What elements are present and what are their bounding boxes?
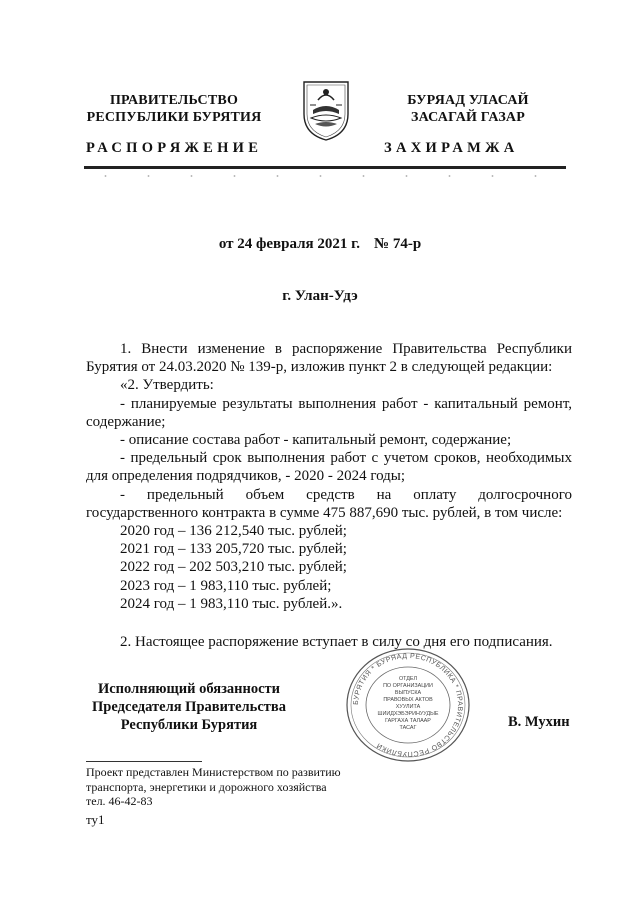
document-number: № 74-р	[374, 236, 422, 252]
year-2021-line: 2021 год – 133 205,720 тыс. рублей;	[120, 541, 347, 558]
year-2024-line: 2024 год – 1 983,110 тыс. рублей.».	[120, 595, 343, 612]
header-left-line1: ПРАВИТЕЛЬСТВО	[109, 93, 239, 108]
paragraph-4: - описание состава работ - капитальный ремонт, содержание;	[120, 432, 512, 449]
stamp-line8: ТАСАГ	[399, 725, 417, 731]
document-city: г. Улан-Удэ	[282, 288, 358, 304]
stamp-line5: ХУУЛИТА	[395, 704, 421, 710]
header-dotted-divider	[84, 174, 566, 178]
footnote-line1: Проект представлен Министерством по развитию	[86, 765, 341, 779]
document-body	[86, 340, 572, 651]
stamp-ring-text: БУРЯТИЯ * БУРЯАД РЕСПУБЛИКА * ПРАВИТЕЛЬСТВО РЕСПУБЛИКИ	[352, 652, 464, 758]
coat-of-arms-icon	[300, 78, 352, 142]
paragraph-7: 2. Настоящее распоряжение вступает в силу со дня его подписания.	[120, 634, 553, 651]
signatory-title-line1: Исполняющий обязанности	[97, 681, 281, 697]
stamp-line4: ПРАВОВЫХ АКТОВ	[383, 697, 433, 703]
signatory-title-line3: Республики Бурятия	[120, 717, 258, 733]
footnote-line2: транспорта, энергетики и дорожного хозяйства	[86, 779, 327, 794]
header-right-line1: БУРЯАД УЛАСАЙ	[407, 93, 529, 108]
official-seal-icon	[344, 646, 472, 764]
doc-type-left: РАСПОРЯЖЕНИЕ	[86, 140, 263, 156]
header-divider	[84, 166, 566, 169]
paragraph-1: 1. Внести изменение в распоряжение Правительства Республики Бурятия от 24.03.2020 № 139-р, изложив пункт 2 в следующей редакции:	[86, 341, 572, 376]
signer-name: В. Мухин	[508, 714, 570, 730]
year-2020-line: 2020 год – 136 212,540 тыс. рублей;	[120, 523, 347, 540]
stamp-line7: ГАРГАХА ТАЛААР	[385, 718, 431, 724]
date-number-line	[0, 236, 640, 253]
footnote-divider	[86, 761, 202, 762]
document-date: от 24 февраля 2021 г.	[218, 236, 360, 252]
stamp-line6: ШИИДХЭБЭРИНУУДЫЕ	[377, 711, 439, 717]
stamp-line3: ВЫПУСКА	[394, 690, 422, 696]
paragraph-3: - планируемые результаты выполнения работ - капитальный ремонт, содержание;	[86, 395, 572, 430]
signatory-title	[84, 680, 294, 734]
doc-type-right: ЗАХИРАМЖА	[384, 140, 519, 156]
header-right-line2: ЗАСАГАЙ ГАЗАР	[410, 110, 525, 125]
document-code: ту1	[86, 812, 105, 827]
paragraph-6: - предельный объем средств на оплату долгосрочного государственного контракта в сумме 475 887,690 тыс. рублей, в том числе:	[86, 486, 572, 521]
header-right	[378, 92, 558, 126]
stamp-line2: ПО ОРГАНИЗАЦИИ	[383, 683, 433, 689]
footnote-line3: тел. 46-42-83	[86, 794, 153, 808]
year-2022-line: 2022 год – 202 503,210 тыс. рублей;	[120, 559, 347, 576]
footnote	[86, 765, 386, 809]
paragraph-5: - предельный срок выполнения работ с учетом сроков, необходимых для определения подрядчиков, - 2020 - 2024 годы;	[86, 450, 572, 485]
header-left	[84, 92, 264, 126]
paragraph-2: «2. Утвердить:	[120, 377, 214, 394]
stamp-line1: ОТДЕЛ	[398, 676, 418, 682]
signatory-title-line2: Председателя Правительства	[92, 699, 286, 715]
year-2023-line: 2023 год – 1 983,110 тыс. рублей;	[120, 577, 332, 594]
header-left-line2: РЕСПУБЛИКИ БУРЯТИЯ	[86, 110, 262, 125]
